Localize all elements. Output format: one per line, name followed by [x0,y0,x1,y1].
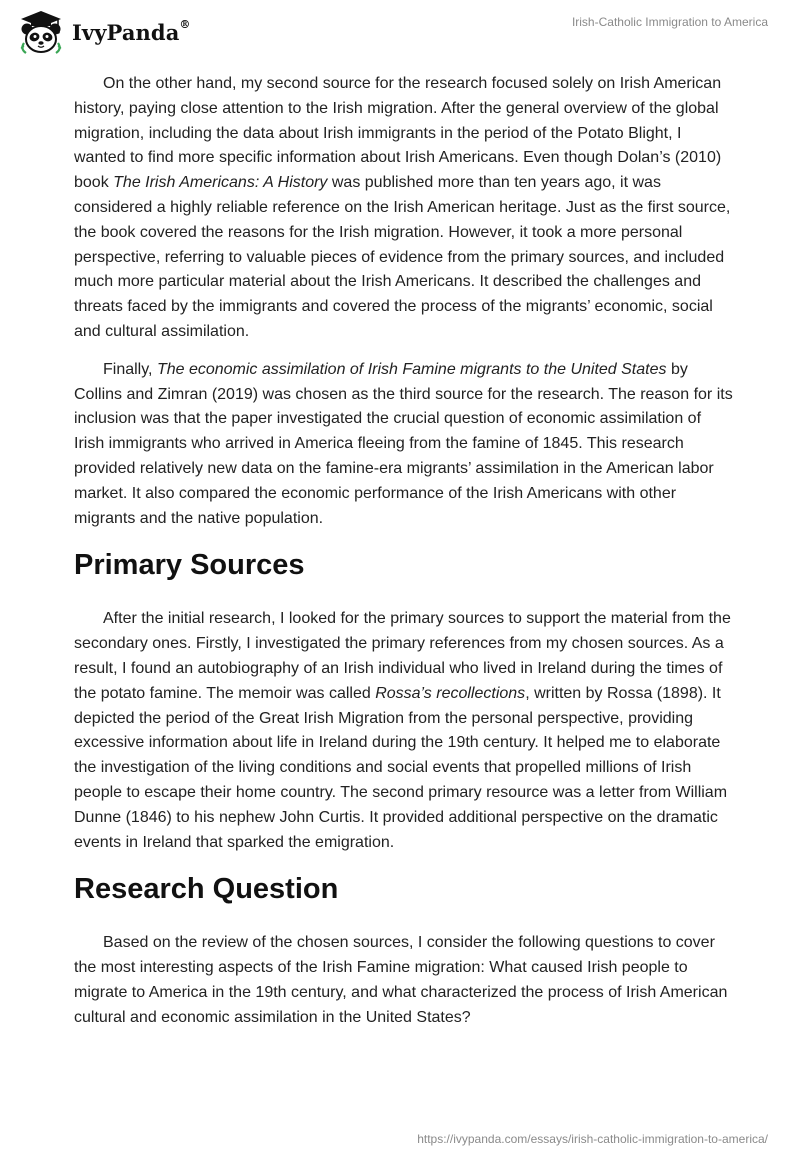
book-title-italic: The Irish Americans: A History [113,174,328,192]
heading-primary-sources: Primary Sources [74,549,305,582]
heading-research-question: Research Question [74,873,339,906]
document-title: Irish-Catholic Immigration to America [571,15,768,29]
brand-name: IvyPanda® [72,17,191,45]
panda-graduate-logo-icon [16,9,66,55]
paper-title-italic: The economic assimilation of Irish Famine migrants to the United States [156,360,667,378]
paragraph-third-source: Finally, The economic assimilation of Irish Famine migrants to the United States by Collins and Zimran (2019) was chosen as the third source for the research. The reason for its inclusion was that the paper investigated the crucial question of economic assimilation of Irish immigrants who arrived in America fleeing from the famine of 1845. This research provided relatively new data on the famine-era migrants’ assimilation in the American labor market. It also compared the economic performance of the Irish Americans with other migrants and the native population. [74,360,733,527]
paragraph-primary-sources: After the initial research, I looked for the primary sources to support the material from the secondary ones. Firstly, I investigated the primary references from my chosen sources. As a result, I found an autobiography of an Irish individual who lived in Ireland during the times of the potato famine. The memoir was called Rossa’s recollections, written by Rossa (1898). It depicted the period of the Great Irish Migration from the personal perspective, providing excessive information about life in Ireland during the 19th century. It helped me to elaborate the investigation of the living conditions and social events that propelled millions of Irish people to escape their home country. The second primary resource was a letter from William Dunne (1846) to his nephew John Curtis. It provided additional perspective on the dramatic events in Ireland that sparked the emigration. [74,610,731,851]
brand-logo[interactable] [16,9,191,55]
source-url-link[interactable]: https://ivypanda.com/essays/irish-catholic-immigration-to-america/ [417,1132,768,1146]
page-header [0,0,800,64]
essay-body [74,72,734,1044]
paragraph-research-question: Based on the review of the chosen sources, I consider the following questions to cover the most interesting aspects of the Irish Famine migration: What caused Irish people to migrate to America in the 19th century, and what characterized the process of Irish American cultural and economic assimilation in the United States? [74,934,728,1026]
memoir-title-italic: Rossa’s recollections [375,684,526,702]
paragraph-second-source: On the other hand, my second source for the research focused solely on Irish American history, paying close attention to the Irish migration. After the general overview of the global migration, including the data about Irish immigrants in the period of the Potato Blight, I wanted to find more specific information about Irish Americans. Even though Dolan’s (2010) book The Irish Americans: A History was published more than ten years ago, it was considered a highly reliable reference on the Irish American heritage. Just as the first source, the book covered the reasons for the Irish migration. However, it took a more personal perspective, referring to valuable pieces of evidence from the primary sources, and included much more particular material about the Irish Americans. It described the challenges and threats faced by the immigrants and covered the process of the migrants’ economic, social and cultural assimilation. [74,75,731,340]
